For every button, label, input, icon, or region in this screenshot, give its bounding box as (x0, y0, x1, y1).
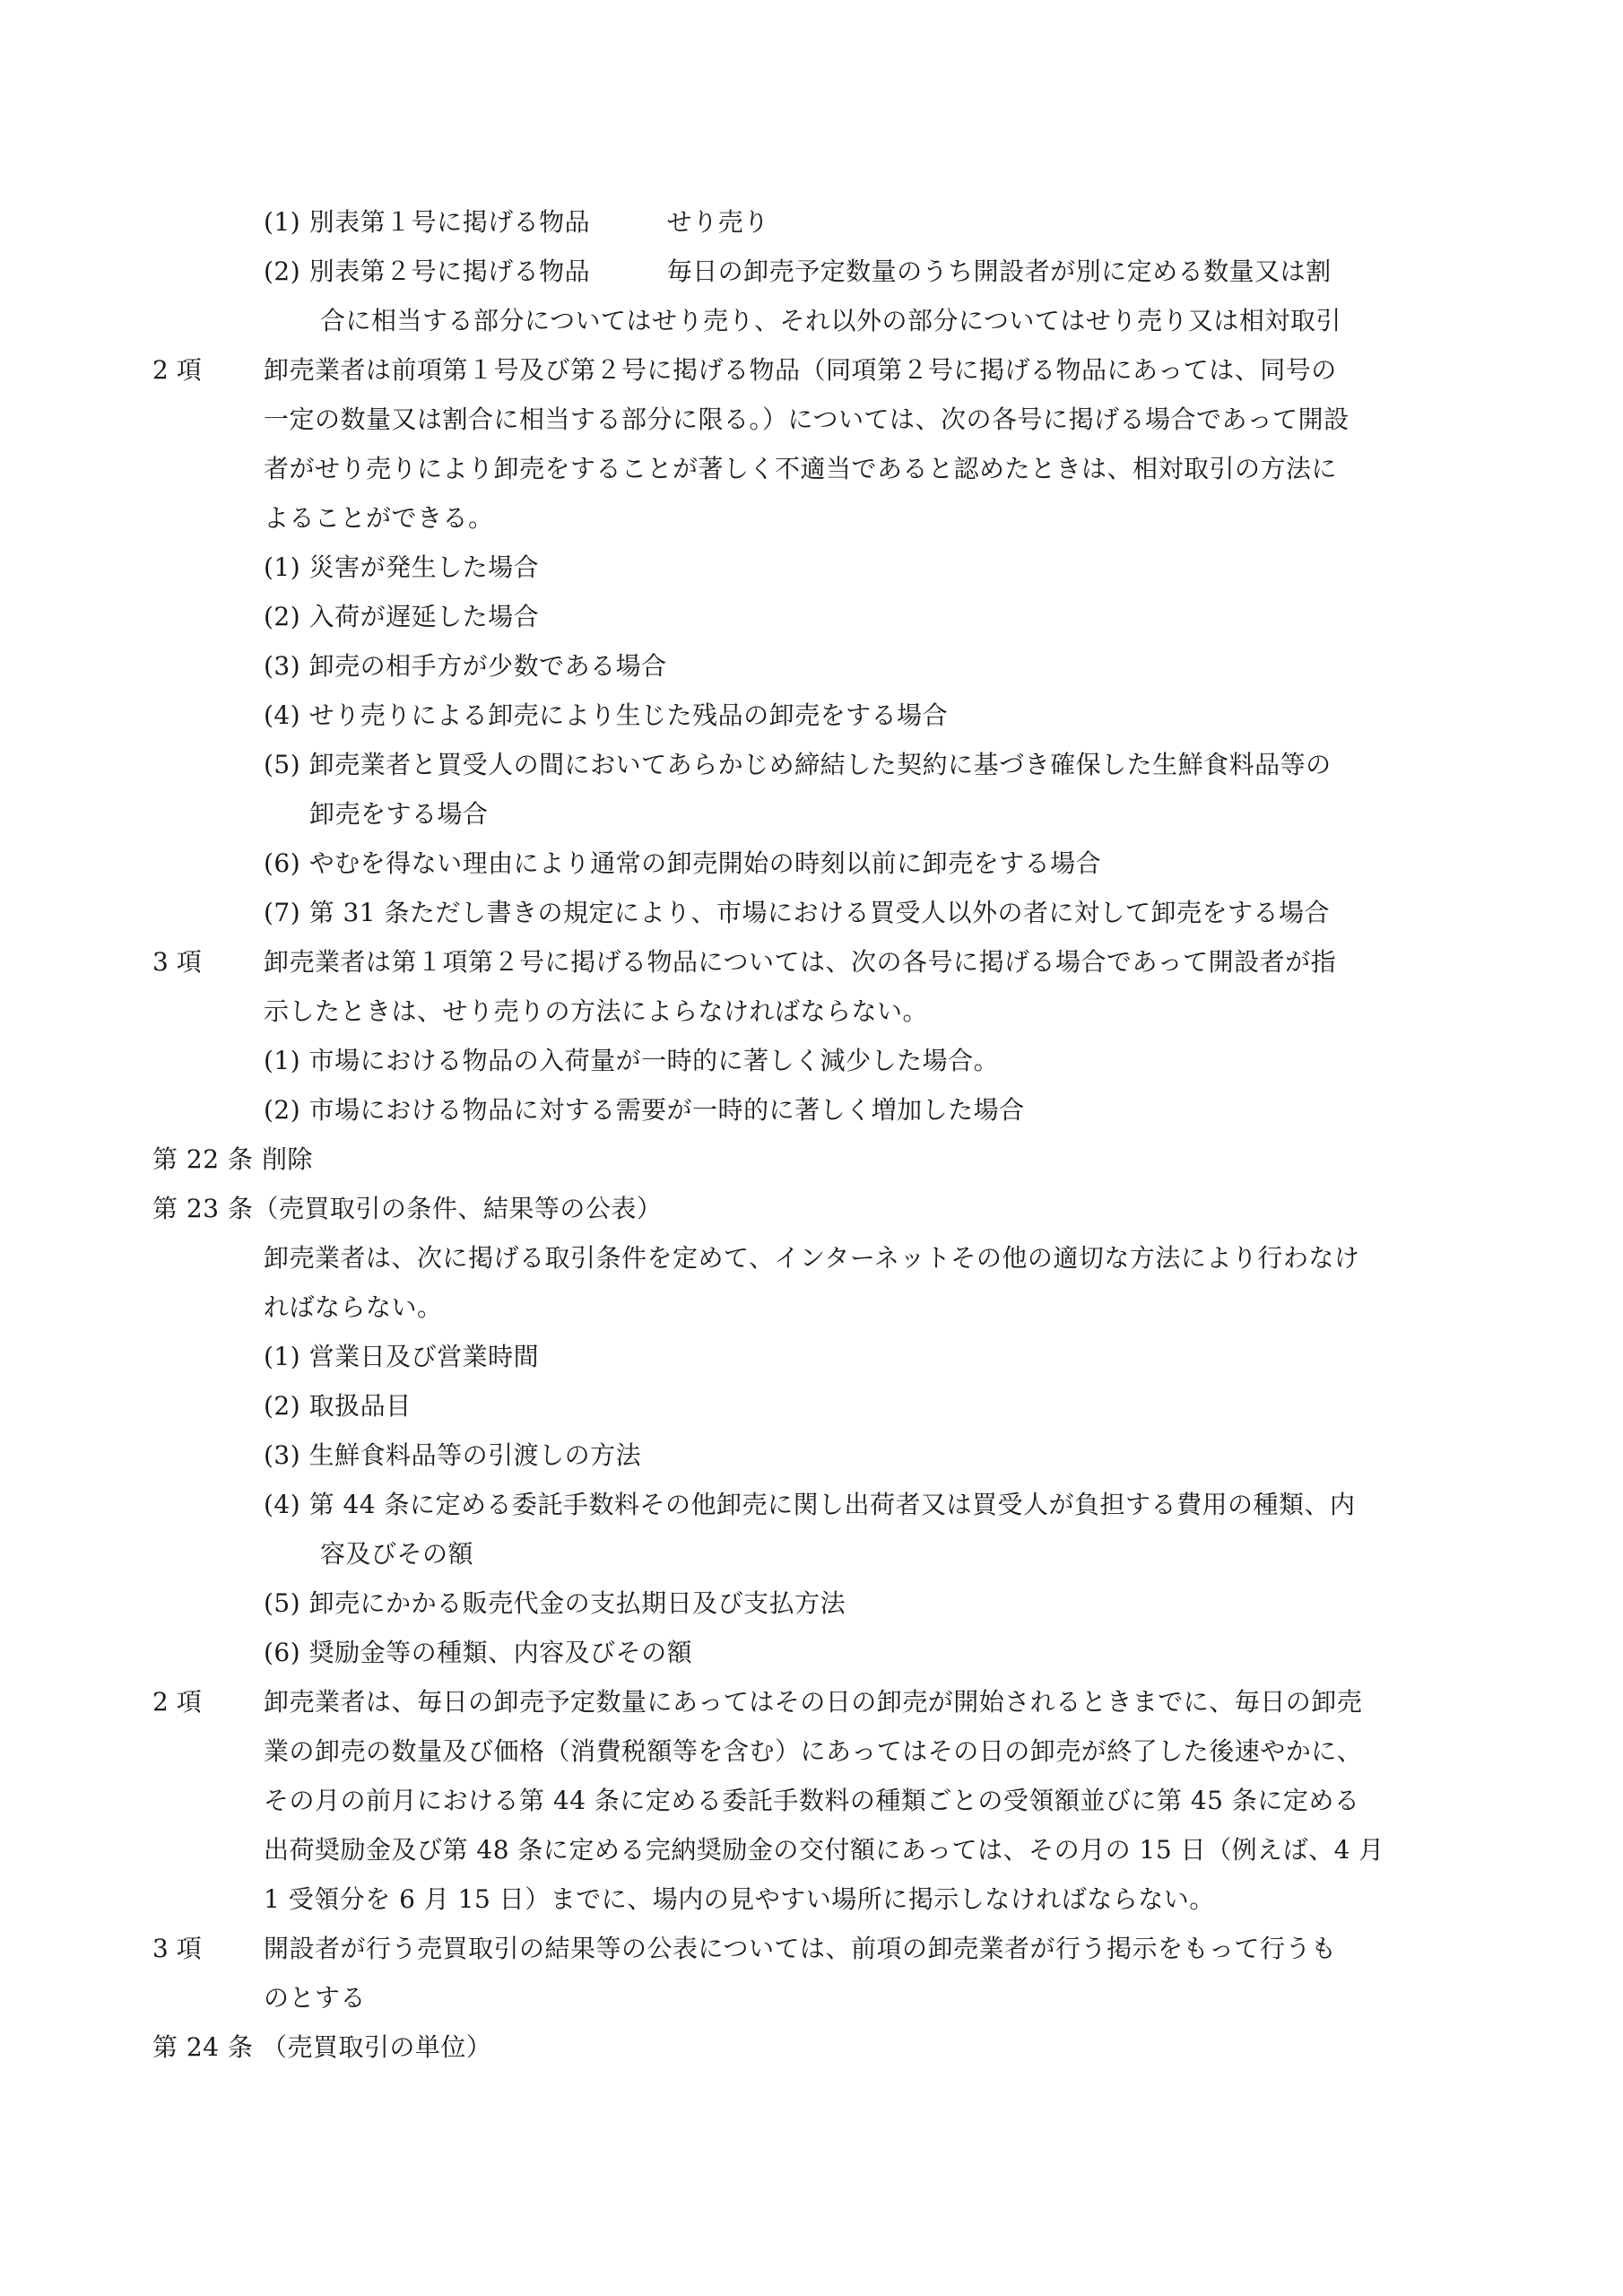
text-line: ればならない。 (264, 1292, 443, 1322)
text-line: 出荷奨励金及び第 48 条に定める完納奨励金の交付額にあっては、その月の 15 日（例えば、4 月 (264, 1835, 1384, 1865)
text-line: 卸売をする場合 (309, 799, 489, 829)
text-line: よることができる。 (264, 503, 494, 533)
clause-label: 3 項 (152, 947, 202, 977)
text-line: 業の卸売の数量及び価格（消費税額等を含む）にあってはその日の卸売が終了した後速やかに、 (264, 1736, 1363, 1766)
text-line: (4) 第 44 条に定める委託手数料その他卸売に関し出荷者又は買受人が負担する費用の種類、内 (264, 1490, 1356, 1519)
text-line: (4) せり売りによる卸売により生じた残品の卸売をする場合 (264, 700, 949, 730)
text-line: (2) 別表第２号に掲げる物品 毎日の卸売予定数量のうち開設者が別に定める数量又は割 (264, 257, 1332, 286)
text-line: (1) 営業日及び営業時間 (264, 1342, 540, 1371)
text-line: (3) 卸売の相手方が少数である場合 (264, 651, 667, 681)
text-line: (7) 第 31 条ただし書きの規定により、市場における買受人以外の者に対して卸売をする場合 (264, 898, 1330, 927)
text-line: (2) 取扱品目 (264, 1391, 412, 1421)
text-line: その月の前月における第 44 条に定める委託手数料の種類ごとの受領額並びに第 45 条に定める (264, 1786, 1360, 1815)
text-line: 一定の数量又は割合に相当する部分に限る。）については、次の各号に掲げる場合であって開設 (264, 404, 1350, 434)
text-line: (6) やむを得ない理由により通常の卸売開始の時刻以前に卸売をする場合 (264, 848, 1102, 878)
text-line: (2) 入荷が遅延した場合 (264, 602, 540, 631)
text-line: 第 24 条 （売買取引の単位） (152, 2032, 492, 2062)
clause-label: 2 項 (152, 355, 202, 385)
text-line: (3) 生鮮食料品等の引渡しの方法 (264, 1440, 642, 1470)
text-line: 合に相当する部分についてはせり売り、それ以外の部分についてはせり売り又は相対取引 (320, 306, 1341, 335)
text-line: 開設者が行う売買取引の結果等の公表については、前項の卸売業者が行う掲示をもって行うも (264, 1934, 1337, 1963)
text-line: (1) 別表第１号に掲げる物品 せり売り (264, 207, 769, 237)
text-line: (1) 災害が発生した場合 (264, 552, 540, 582)
text-line: 卸売業者は第１項第２号に掲げる物品については、次の各号に掲げる場合であって開設者が指 (264, 947, 1337, 977)
text-line: 卸売業者は、毎日の卸売予定数量にあってはその日の卸売が開始されるときまでに、毎日の卸売 (264, 1687, 1363, 1717)
text-line: のとする (264, 1983, 367, 2013)
text-line: 第 23 条（売買取引の条件、結果等の公表） (152, 1194, 663, 1223)
clause-label: 3 項 (152, 1934, 202, 1963)
text-line: (5) 卸売にかかる販売代金の支払期日及び支払方法 (264, 1588, 846, 1618)
text-line: 者がせり売りにより卸売をすることが著しく不適当であると認めたときは、相対取引の方法に (264, 454, 1338, 483)
text-line: 容及びその額 (320, 1539, 474, 1569)
text-line: (1) 市場における物品の入荷量が一時的に著しく減少した場合。 (264, 1046, 1000, 1075)
text-line: (5) 卸売業者と買受人の間においてあらかじめ締結した契約に基づき確保した生鮮食料品等の (264, 750, 1332, 779)
text-line: (6) 奨励金等の種類、内容及びその額 (264, 1638, 693, 1667)
text-line: 示したときは、せり売りの方法によらなければならない。 (264, 996, 929, 1026)
text-line: 卸売業者は、次に掲げる取引条件を定めて、インターネットその他の適切な方法により行わなけ (264, 1243, 1360, 1273)
clause-label: 2 項 (152, 1687, 202, 1717)
text-line: 1 受領分を 6 月 15 日）までに、場内の見やすい場所に掲示しなければならない。 (264, 1884, 1215, 1914)
text-line: 第 22 条 削除 (152, 1144, 313, 1174)
text-line: 卸売業者は前項第１号及び第２号に掲げる物品（同項第２号に掲げる物品にあっては、同号の (264, 355, 1337, 385)
text-line: (2) 市場における物品に対する需要が一時的に著しく増加した場合 (264, 1095, 1025, 1125)
